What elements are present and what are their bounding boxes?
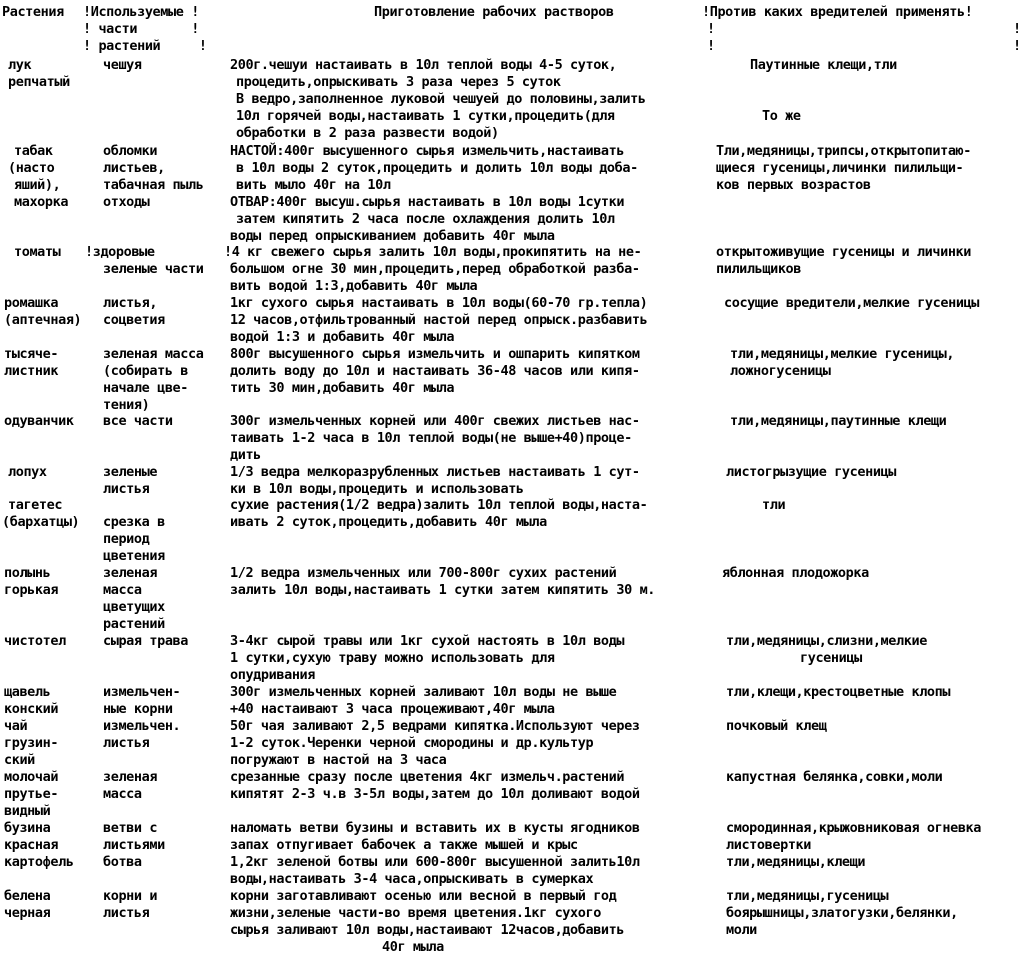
pest-text: тли,медяницы,гусеницы <box>726 888 889 904</box>
header-pests: !Против каких вредителей применять! <box>702 4 973 20</box>
header-preparation: Приготовление рабочих растворов <box>374 4 614 20</box>
plant-part: ные корни <box>103 701 173 717</box>
plant-part: тения) <box>103 397 150 413</box>
pest-text: тли,медяницы,слизни,мелкие <box>726 633 927 649</box>
plant-part: растений <box>103 616 165 632</box>
prep-text: В ведро,заполненное луковой чешуей до половины,залить <box>236 91 646 107</box>
prep-text: 3-4кг сырой травы или 1кг сухой настоять в 10л воды <box>230 633 625 649</box>
plant-part: измельчен. <box>103 718 181 734</box>
plant-part: цветения <box>103 548 165 564</box>
plant-name: яший), <box>14 177 61 193</box>
plant-part: все части <box>103 413 173 429</box>
prep-text: долить воду до 10л и настаивать 36-48 часов или кипя- <box>230 363 640 379</box>
plant-name: белена <box>4 888 51 904</box>
prep-text: в 10л воды 2 суток,процедить и долить 10л воды доба- <box>236 160 638 176</box>
plant-part: период <box>103 531 150 547</box>
header-plants: Растения <box>2 4 64 20</box>
prep-text: 800г высушенного сырья измельчить и ошпарить кипятком <box>230 346 640 362</box>
plant-name: горькая <box>4 582 59 598</box>
prep-text: вить водой 1:3,добавить 40г мыла <box>230 278 478 294</box>
plant-part: ботва <box>103 854 142 870</box>
plant-part: зеленая масса <box>103 346 204 362</box>
prep-text: кипятят 2-3 ч.в 3-5л воды,затем до 10л доливают водой <box>230 786 640 802</box>
pest-text: смородинная,крыжовниковая огневка <box>726 820 982 836</box>
header-bar: ! <box>707 38 715 54</box>
plant-part: ветви с <box>103 820 158 836</box>
pest-text: ложногусеницы <box>730 363 831 379</box>
pest-text: тли,медяницы,паутинные клещи <box>730 413 947 429</box>
plant-part: начале цве- <box>103 380 189 396</box>
plant-name: лопух <box>8 464 47 480</box>
header-parts-2: ! части ! <box>83 21 199 37</box>
header-parts-3: ! растений ! <box>83 38 207 54</box>
pest-text: сосущие вредители,мелкие гусеницы <box>724 295 980 311</box>
prep-text: затем кипятить 2 часа после охлаждения долить 10л <box>236 211 615 227</box>
prep-text: большом огне 30 мин,процедить,перед обработкой разба- <box>230 261 640 277</box>
pest-text: открытоживущие гусеницы и личинки <box>716 244 972 260</box>
pest-text: тли,медяницы,мелкие гусеницы, <box>730 346 955 362</box>
plant-part: табачная пыль <box>103 177 204 193</box>
plant-part: !здоровые <box>85 244 155 260</box>
prep-text: сырья заливают 10л воды,настаивают 12часов,добавить <box>230 922 625 938</box>
prep-text: запах отпугивает бабочек а также мышей и крыс <box>230 837 578 853</box>
pest-text: То же <box>762 108 801 124</box>
pest-text: почковый клещ <box>726 718 827 734</box>
plant-part: листья, <box>103 295 158 311</box>
plant-part: (собирать в <box>103 363 189 379</box>
prep-text: опудривания <box>230 667 316 683</box>
prep-text: дить <box>230 447 261 463</box>
header-bar: ! <box>707 21 715 37</box>
pest-text: листовертки <box>726 837 812 853</box>
prep-text: вить мыло 40г на 10л <box>236 177 391 193</box>
plant-name: тагетес <box>8 497 63 513</box>
plant-part: зеленая <box>103 565 158 581</box>
plant-name: грузин- <box>4 735 59 751</box>
plant-part: листьев, <box>103 160 165 176</box>
pest-text: капустная белянка,совки,моли <box>726 769 943 785</box>
header-parts: !Используемые ! <box>83 4 199 20</box>
plant-name: чистотел <box>4 633 66 649</box>
prep-text: ивать 2 суток,процедить,добавить 40г мыла <box>230 514 547 530</box>
prep-text: !4 кг свежего сырья залить 10л воды,прокипятить на не- <box>224 244 642 260</box>
pest-text: тли <box>762 497 786 513</box>
plant-part: масса <box>103 786 142 802</box>
plant-part: листьями <box>103 837 165 853</box>
prep-text: сухие растения(1/2 ведра)залить 10л теплой воды,наста- <box>230 497 648 513</box>
prep-text: ОТВАР:400г высуш.сырья настаивать в 10л воды 1сутки <box>230 194 625 210</box>
pest-text: пилильщиков <box>716 261 802 277</box>
plant-name: прутье- <box>4 786 59 802</box>
prep-text: водой 1:3 и добавить 40г мыла <box>230 329 455 345</box>
pest-text: моли <box>726 922 757 938</box>
plant-name: чай <box>4 718 28 734</box>
pest-text: тли,медяницы,клещи <box>726 854 866 870</box>
plant-name: репчатый <box>8 74 70 90</box>
plant-part: масса <box>103 582 142 598</box>
prep-text: 1/3 ведра мелкоразрубленных листьев настаивать 1 сут- <box>230 464 640 480</box>
plant-name: ский <box>4 752 35 768</box>
prep-text: погружают в настой на 3 часа <box>230 752 447 768</box>
prep-text: срезанные сразу после цветения 4кг измельч.растений <box>230 769 625 785</box>
prep-text: воды,настаивать 3-4 часа,опрыскивать в сумерках <box>230 871 594 887</box>
plant-part: листья <box>103 735 150 751</box>
plant-name: тысяче- <box>4 346 59 362</box>
prep-text: 200г.чешуи настаивать в 10л теплой воды 4-5 суток, <box>230 57 617 73</box>
plant-part: срезка в <box>103 514 165 530</box>
plant-name: ромашка <box>4 295 59 311</box>
plant-name: видный <box>4 803 51 819</box>
prep-text: 50г чая заливают 2,5 ведрами кипятка.Используют через <box>230 718 640 734</box>
header-bar: ! <box>1013 38 1021 54</box>
plant-name: махорка <box>14 194 69 210</box>
plant-name: листник <box>4 363 59 379</box>
plant-part: чешуя <box>103 57 142 73</box>
prep-text: 1/2 ведра измельченных или 700-800г сухих растений <box>230 565 617 581</box>
prep-text: 1-2 суток.Черенки черной смородины и др.культур <box>230 735 594 751</box>
plant-name: (бархатцы) <box>2 514 80 530</box>
pest-text: Паутинные клещи,тли <box>750 57 897 73</box>
prep-text: ки в 10л воды,процедить и использовать <box>230 481 524 497</box>
plant-part: корни и <box>103 888 158 904</box>
prep-text: 40г мыла <box>382 939 444 955</box>
prep-text: +40 настаивают 3 часа процеживают,40г мыла <box>230 701 555 717</box>
prep-text: процедить,опрыскивать 3 раза через 5 суток <box>236 74 561 90</box>
plant-name: красная <box>4 837 59 853</box>
prep-text: тить 30 мин,добавить 40г мыла <box>230 380 455 396</box>
plant-part: отходы <box>103 194 150 210</box>
pest-text: яблонная плодожорка <box>722 565 869 581</box>
plant-part: измельчен- <box>103 684 181 700</box>
pest-text: гусеницы <box>800 650 862 666</box>
prep-text: наломать ветви бузины и вставить их в кусты ягодников <box>230 820 640 836</box>
header-bar: ! <box>1013 21 1021 37</box>
pest-text: щиеся гусеницы,личинки пилильщи- <box>716 160 964 176</box>
plant-name: черная <box>4 905 51 921</box>
prep-text: залить 10л воды,настаивать 1 сутки затем кипятить 30 м. <box>230 582 656 598</box>
prep-text: 1кг сухого сырья настаивать в 10л воды(60-70 гр.тепла) <box>230 295 648 311</box>
pest-text: боярышницы,златогузки,белянки, <box>726 905 958 921</box>
pest-text: тли,клещи,крестоцветные клопы <box>726 684 951 700</box>
prep-text: 300г измельченных корней заливают 10л воды не выше <box>230 684 617 700</box>
plant-name: одуванчик <box>4 413 74 429</box>
plant-part: зеленая <box>103 769 158 785</box>
plant-name: (насто <box>8 160 55 176</box>
plant-name: полынь <box>4 565 51 581</box>
plant-part: зеленые части <box>103 261 204 277</box>
plant-name: табак <box>14 143 53 159</box>
plant-part: зеленые <box>103 464 158 480</box>
prep-text: жизни,зеленые части-во время цветения.1кг сухого <box>230 905 601 921</box>
plant-part: листья <box>103 481 150 497</box>
pest-text: листогрызущие гусеницы <box>726 464 897 480</box>
plant-name: бузина <box>4 820 51 836</box>
plant-name: лук <box>8 57 32 73</box>
prep-text: воды перед опрыскиванием добавить 40г мыла <box>230 228 555 244</box>
pest-text: Тли,медяницы,трипсы,открытопитаю- <box>716 143 972 159</box>
plant-part: сырая трава <box>103 633 189 649</box>
plant-name: конский <box>4 701 59 717</box>
prep-text: 1 сутки,сухую траву можно использовать для <box>230 650 555 666</box>
prep-text: обработки в 2 раза развести водой) <box>236 125 499 141</box>
prep-text: 10л горячей воды,настаивать 1 сутки,процедить(для <box>236 108 615 124</box>
prep-text: 300г измельченных корней или 400г свежих листьев нас- <box>230 413 640 429</box>
plant-part: листья <box>103 905 150 921</box>
plant-name: томаты <box>14 244 61 260</box>
plant-name: щавель <box>4 684 51 700</box>
prep-text: НАСТОЙ:400г высушенного сырья измельчить,настаивать <box>230 143 625 159</box>
plant-part: соцветия <box>103 312 165 328</box>
prep-text: таивать 1-2 часа в 10л теплой воды(не выше+40)проце- <box>230 430 632 446</box>
prep-text: 1,2кг зеленой ботвы или 600-800г высушенной залить10л <box>230 854 640 870</box>
plant-name: картофель <box>4 854 74 870</box>
plant-part: обломки <box>103 143 158 159</box>
plant-part: цветущих <box>103 599 165 615</box>
plant-name: молочай <box>4 769 59 785</box>
plant-name: (аптечная) <box>4 312 82 328</box>
pest-text: ков первых возрастов <box>716 177 871 193</box>
prep-text: 12 часов,отфильтрованный настой перед опрыск.разбавить <box>230 312 648 328</box>
prep-text: корни заготавливают осенью или весной в первый год <box>230 888 617 904</box>
